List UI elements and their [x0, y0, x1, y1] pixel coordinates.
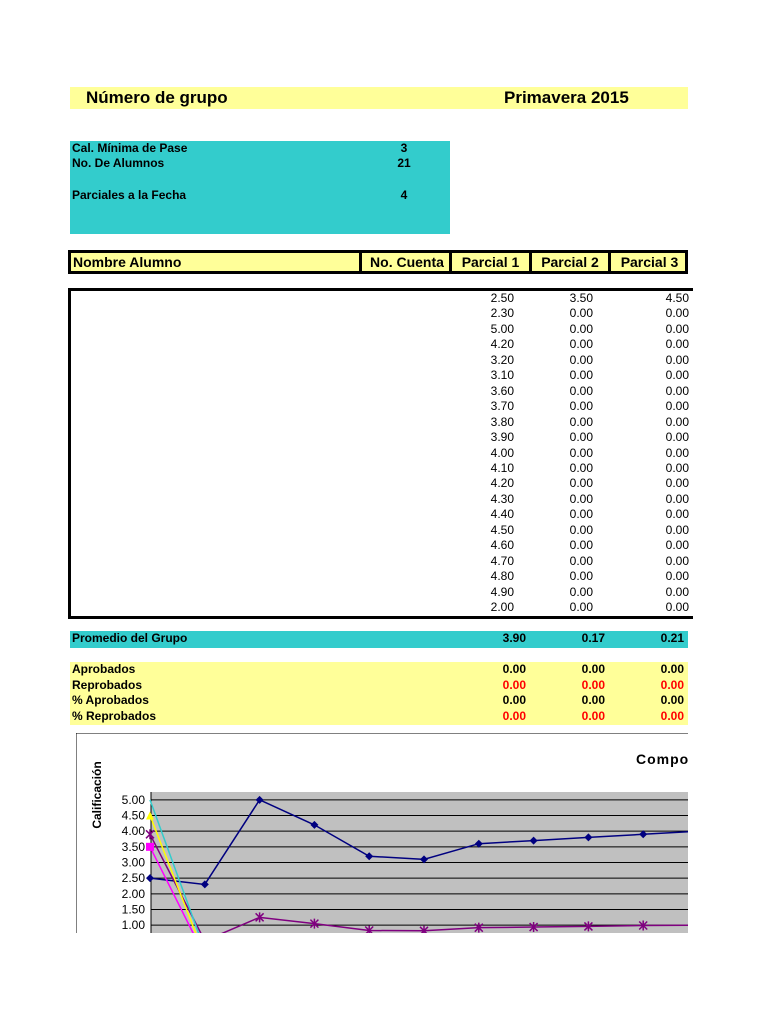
student-count-value[interactable]: 21 [397, 156, 411, 170]
data-point[interactable] [146, 843, 154, 851]
student-count-label: No. De Alumnos [72, 156, 165, 170]
grade-cell[interactable]: 4.00 [490, 445, 514, 460]
grade-cell[interactable]: 0.00 [665, 569, 689, 584]
grade-cell[interactable]: 5.00 [490, 321, 514, 336]
y-tick-label: 4.00 [121, 824, 145, 839]
stats-value[interactable]: 0.00 [502, 677, 526, 692]
grade-cell[interactable]: 0.00 [569, 352, 593, 367]
grade-cell[interactable]: 4.10 [490, 460, 514, 475]
stats-value[interactable]: 0.00 [581, 693, 605, 707]
grade-cell[interactable]: 0.00 [665, 476, 689, 491]
y-tick-label: 2.50 [121, 871, 145, 886]
grade-cell[interactable]: 0.00 [665, 337, 689, 352]
stats-row [70, 678, 688, 693]
grade-cell[interactable]: 0.00 [569, 584, 593, 599]
stats-value[interactable]: 0.00 [581, 677, 605, 692]
min-grade-value[interactable]: 3 [400, 141, 408, 155]
grade-cell[interactable]: 0.00 [569, 445, 593, 460]
grade-cell[interactable]: 0.00 [569, 414, 593, 429]
y-tick-label: 4.50 [121, 808, 145, 823]
grade-cell[interactable]: 0.00 [569, 383, 593, 398]
stats-value[interactable]: 0.00 [660, 708, 684, 723]
grade-cell[interactable]: 0.00 [665, 553, 689, 568]
promedio-p3[interactable]: 0.21 [660, 631, 684, 645]
info-panel [70, 141, 450, 234]
grade-cell[interactable]: 0.00 [665, 414, 689, 429]
promedio-row [70, 631, 688, 648]
grade-cell[interactable]: 3.10 [490, 368, 514, 383]
min-grade-label: Cal. Mínima de Pase [72, 141, 188, 155]
stats-value[interactable]: 0.00 [502, 708, 526, 723]
header-parcial-1[interactable]: Parcial 1 [449, 253, 529, 271]
group-title: Número de grupo [86, 88, 228, 107]
stats-value[interactable]: 0.00 [660, 662, 684, 676]
grade-cell[interactable]: 0.00 [665, 445, 689, 460]
grade-cell[interactable]: 4.50 [490, 522, 514, 537]
grade-cell[interactable]: 4.70 [490, 553, 514, 568]
stats-value[interactable]: 0.00 [660, 677, 684, 692]
stats-label: Aprobados [72, 662, 136, 676]
grade-cell[interactable]: 2.00 [490, 600, 514, 614]
grade-cell[interactable]: 0.00 [665, 306, 689, 321]
stats-value[interactable]: 0.00 [581, 662, 605, 676]
chart-title: Compo [636, 751, 688, 767]
grade-cell[interactable]: 0.00 [665, 321, 689, 336]
grade-cell[interactable]: 0.00 [665, 507, 689, 522]
grade-cell[interactable]: 0.00 [569, 321, 593, 336]
y-axis-label: Calificación [90, 761, 104, 829]
stats-row [70, 693, 688, 708]
header-no-cuenta[interactable]: No. Cuenta [359, 253, 452, 271]
stats-row [70, 662, 688, 677]
header-parcial-2[interactable]: Parcial 2 [529, 253, 608, 271]
grade-cell[interactable]: 3.20 [490, 352, 514, 367]
grade-cell[interactable]: 0.00 [569, 337, 593, 352]
grade-cell[interactable]: 0.00 [569, 522, 593, 537]
grade-cell[interactable]: 4.20 [490, 476, 514, 491]
grade-cell[interactable]: 3.80 [490, 414, 514, 429]
grade-cell[interactable]: 0.00 [569, 460, 593, 475]
promedio-p2[interactable]: 0.17 [581, 631, 605, 645]
grade-cell[interactable]: 0.00 [665, 399, 689, 414]
grade-cell[interactable]: 4.40 [490, 507, 514, 522]
grade-cell[interactable]: 3.90 [490, 430, 514, 445]
y-tick-label: 3.00 [121, 855, 145, 870]
grade-cell[interactable]: 0.00 [569, 368, 593, 383]
stats-label: % Aprobados [72, 693, 149, 707]
grade-cell[interactable]: 0.00 [665, 460, 689, 475]
stats-label: Reprobados [72, 677, 143, 692]
chart-svg [76, 733, 688, 933]
grade-cell[interactable]: 0.00 [569, 507, 593, 522]
grade-cell[interactable]: 4.50 [665, 291, 689, 305]
grade-cell[interactable]: 0.00 [569, 553, 593, 568]
grade-cell[interactable]: 0.00 [665, 538, 689, 553]
partials-label: Parciales a la Fecha [72, 188, 187, 202]
grade-cell[interactable]: 0.00 [569, 569, 593, 584]
grade-cell[interactable]: 4.20 [490, 337, 514, 352]
grade-cell[interactable]: 3.50 [569, 291, 593, 305]
grade-cell[interactable]: 2.30 [490, 306, 514, 321]
stats-row [70, 709, 688, 724]
grades-table-body [68, 288, 693, 619]
grade-cell[interactable]: 3.60 [490, 383, 514, 398]
grade-cell[interactable]: 2.50 [490, 291, 514, 305]
grade-cell[interactable]: 0.00 [569, 476, 593, 491]
y-tick-label: 1.50 [121, 902, 145, 917]
grade-cell[interactable]: 4.30 [490, 491, 514, 506]
grade-cell[interactable]: 0.00 [569, 399, 593, 414]
grade-cell[interactable]: 0.00 [665, 352, 689, 367]
header-nombre-alumno[interactable]: Nombre Alumno [73, 254, 182, 270]
grade-cell[interactable]: 0.00 [665, 430, 689, 445]
grades-chart[interactable] [76, 733, 688, 933]
grade-cell[interactable]: 0.00 [569, 491, 593, 506]
grade-cell[interactable]: 4.80 [490, 569, 514, 584]
promedio-label: Promedio del Grupo [72, 631, 188, 645]
table-header [68, 250, 688, 274]
y-tick-label: 2.00 [121, 886, 145, 901]
stats-value[interactable]: 0.00 [502, 662, 526, 676]
grade-cell[interactable]: 0.00 [665, 491, 689, 506]
grade-cell[interactable]: 4.90 [490, 584, 514, 599]
grade-cell[interactable]: 0.00 [569, 600, 593, 614]
grade-cell[interactable]: 4.60 [490, 538, 514, 553]
grade-cell[interactable]: 3.70 [490, 399, 514, 414]
grade-cell[interactable]: 0.00 [665, 368, 689, 383]
grade-cell[interactable]: 0.00 [665, 522, 689, 537]
y-tick-label: 1.00 [121, 918, 145, 933]
header-parcial-3[interactable]: Parcial 3 [608, 253, 688, 271]
y-tick-label: 5.00 [121, 792, 145, 807]
grade-cell[interactable]: 0.00 [665, 600, 689, 614]
promedio-p1[interactable]: 3.90 [502, 631, 526, 645]
grade-cell[interactable]: 0.00 [665, 383, 689, 398]
stats-label: % Reprobados [72, 708, 157, 723]
grade-cell[interactable]: 0.00 [569, 306, 593, 321]
stats-value[interactable]: 0.00 [502, 693, 526, 707]
y-tick-label: 3.50 [121, 839, 145, 854]
stats-value[interactable]: 0.00 [660, 693, 684, 707]
partials-value[interactable]: 4 [400, 188, 408, 202]
term-title: Primavera 2015 [504, 88, 629, 107]
stats-value[interactable]: 0.00 [581, 708, 605, 723]
grade-cell[interactable]: 0.00 [569, 430, 593, 445]
grade-cell[interactable]: 0.00 [569, 538, 593, 553]
grade-cell[interactable]: 0.00 [665, 584, 689, 599]
stats-block [70, 662, 688, 725]
